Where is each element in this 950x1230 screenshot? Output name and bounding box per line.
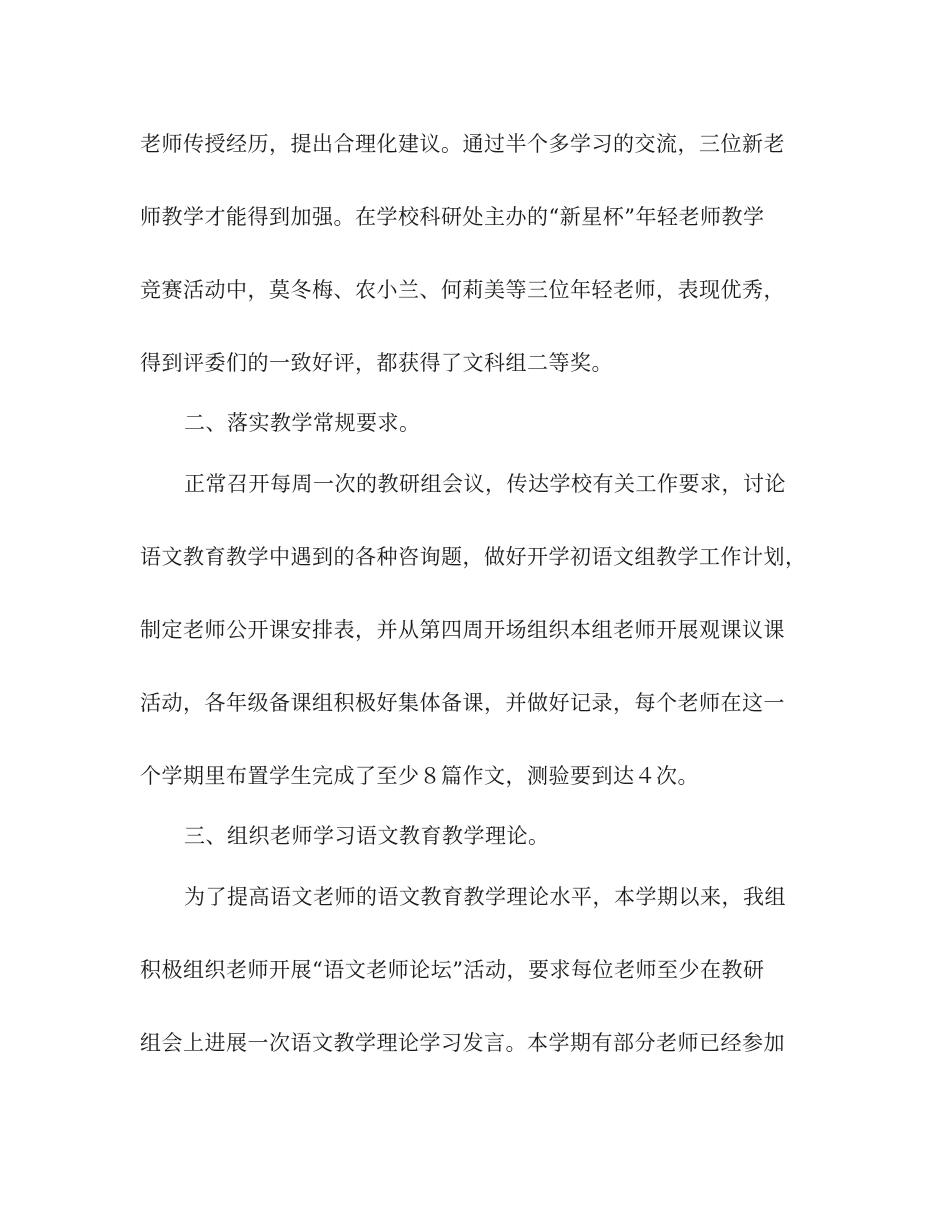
text-line: 老师传授经历，提出合理化建议。通过半个多学习的交流，三位新老 — [140, 132, 785, 156]
text-line: 个学期里布置学生完成了至少８篇作文，测验要到达４次。 — [140, 764, 699, 788]
section-heading: 三、组织老师学习语文教育教学理论。 — [184, 824, 550, 848]
section-heading: 二、落实教学常规要求。 — [184, 411, 421, 435]
text-line: 语文教育教学中遇到的各种咨询题，做好开学初语文组教学工作计划， — [140, 545, 807, 569]
text-line: 组会上进展一次语文教学理论学习发言。本学期有部分老师已经参加 — [140, 1031, 785, 1055]
text-line: 积极组织老师开展“语文老师论坛”活动，要求每位老师至少在教研 — [140, 958, 765, 982]
paragraph-first-line: 为了提高语文老师的语文教育教学理论水平，本学期以来，我组 — [184, 885, 786, 909]
text-line: 师教学才能得到加强。在学校科研处主办的“新星杯”年轻老师教学 — [140, 205, 765, 229]
text-line: 制定老师公开课安排表，并从第四周开场组织本组老师开展观课议课 — [140, 618, 785, 642]
text-line: 得到评委们的一致好评，都获得了文科组二等奖。 — [140, 351, 613, 375]
text-line: 活动，各年级备课组积极好集体备课，并做好记录，每个老师在这一 — [140, 691, 785, 715]
text-line: 竞赛活动中，莫冬梅、农小兰、何莉美等三位年轻老师，表现优秀， — [140, 278, 785, 302]
paragraph-first-line: 正常召开每周一次的教研组会议，传达学校有关工作要求，讨论 — [184, 472, 786, 496]
